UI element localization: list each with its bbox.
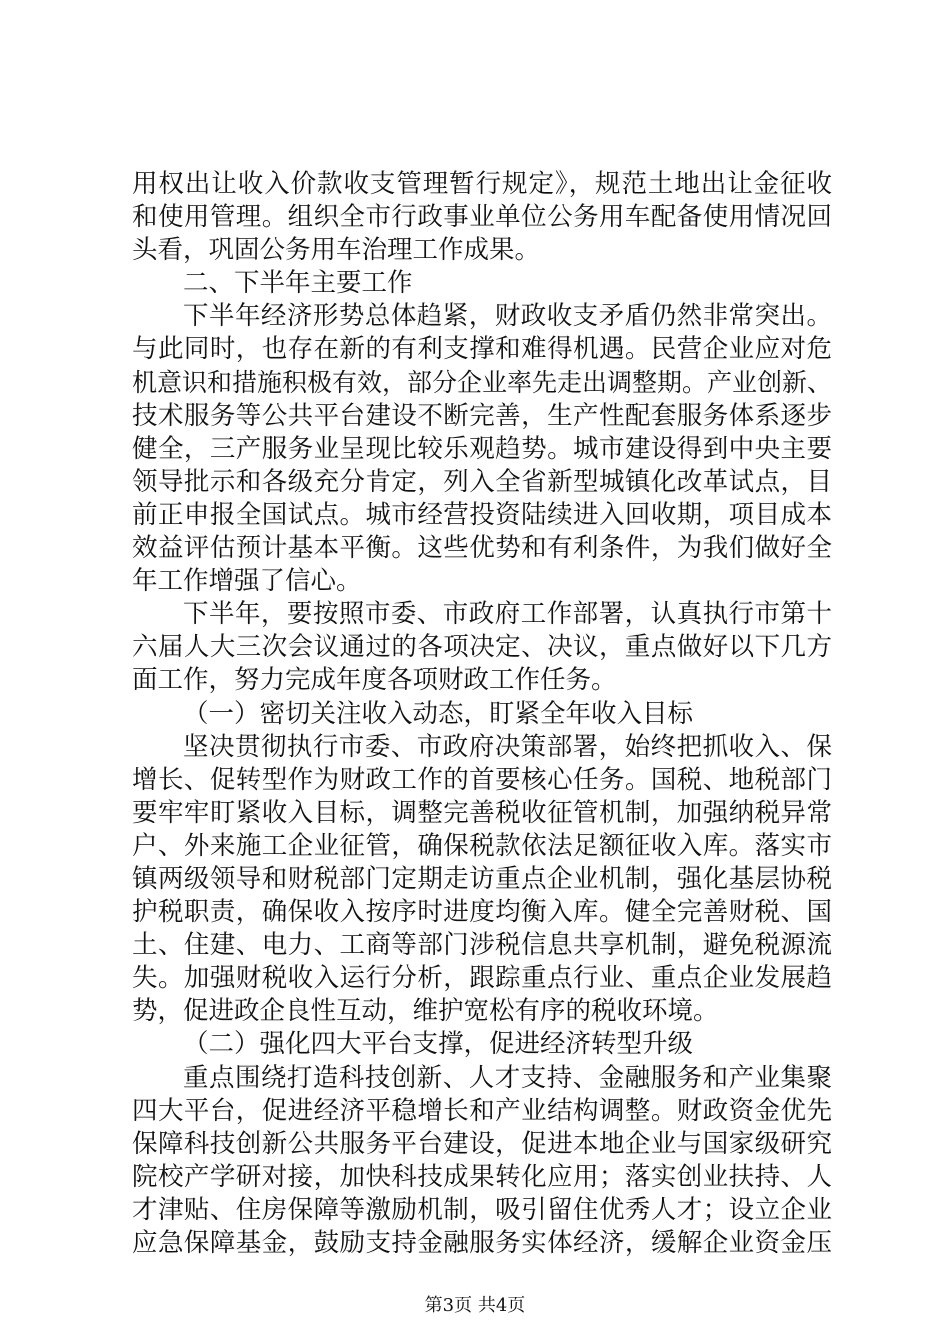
page-number-footer: 第3页 共4页 [424,1295,526,1316]
text-line: 坚决贯彻执行市委、市政府决策部署，始终把抓收入、保 [183,732,832,762]
text-line: 技术服务等公共平台建设不断完善，生产性配套服务体系逐步 [132,401,832,431]
text-line: 和使用管理。组织全市行政事业单位公务用车配备使用情况回 [132,202,832,232]
text-line: 要牢牢盯紧收入目标，调整完善税收征管机制，加强纳税异常 [132,798,832,828]
text-line: 效益评估预计基本平衡。这些优势和有利条件，为我们做好全 [132,533,832,563]
text-line: 头看，巩固公务用车治理工作成果。 [132,235,541,265]
text-line: 应急保障基金，鼓励支持金融服务实体经济，缓解企业资金压 [132,1228,832,1258]
subsection-heading: （一）密切关注收入动态，盯紧全年收入目标 [183,699,694,729]
text-line: 增长、促转型作为财政工作的首要核心任务。国税、地税部门 [132,765,832,795]
text-line: 重点围绕打造科技创新、人才支持、金融服务和产业集聚 [183,1063,832,1093]
text-line: 领导批示和各级充分肯定，列入全省新型城镇化改革试点，目 [132,467,832,497]
text-line: 与此同时，也存在新的有利支撑和难得机遇。民营企业应对危 [132,334,832,364]
section-heading: 二、下半年主要工作 [183,268,413,298]
text-line: 户、外来施工企业征管，确保税款依法足额征收入库。落实市 [132,831,832,861]
text-line: 四大平台，促进经济平稳增长和产业结构调整。财政资金优先 [132,1096,832,1126]
text-line: 势，促进政企良性互动，维护宽松有序的税收环境。 [132,996,719,1026]
text-line: 前正申报全国试点。城市经营投资陆续进入回收期，项目成本 [132,500,832,530]
text-line: 保障科技创新公共服务平台建设，促进本地企业与国家级研究 [132,1129,832,1159]
text-line: 土、住建、电力、工商等部门涉税信息共享机制，避免税源流 [132,930,832,960]
text-line: 下半年经济形势总体趋紧，财政收支矛盾仍然非常突出。 [183,301,832,331]
text-line: 六届人大三次会议通过的各项决定、决议，重点做好以下几方 [132,632,832,662]
text-line: 面工作，努力完成年度各项财政工作任务。 [132,665,617,695]
text-line: 护税职责，确保收入按序时进度均衡入库。健全完善财税、国 [132,897,832,927]
text-line: 院校产学研对接，加快科技成果转化应用；落实创业扶持、人 [132,1162,832,1192]
subsection-heading: （二）强化四大平台支撑，促进经济转型升级 [183,1029,694,1059]
text-line: 镇两级领导和财税部门定期走访重点企业机制，强化基层协税 [132,864,832,894]
text-line: 才津贴、住房保障等激励机制，吸引留住优秀人才；设立企业 [132,1195,832,1225]
text-line: 机意识和措施积极有效，部分企业率先走出调整期。产业创新、 [132,368,833,397]
text-line: 健全，三产服务业呈现比较乐观趋势。城市建设得到中央主要 [132,434,832,464]
text-line: 年工作增强了信心。 [132,566,362,596]
text-line: 用权出让收入价款收支管理暂行规定》，规范土地出让金征收 [132,169,832,199]
text-line: 下半年，要按照市委、市政府工作部署，认真执行市第十 [183,599,832,629]
text-line: 失。加强财税收入运行分析，跟踪重点行业、重点企业发展趋 [132,963,832,993]
